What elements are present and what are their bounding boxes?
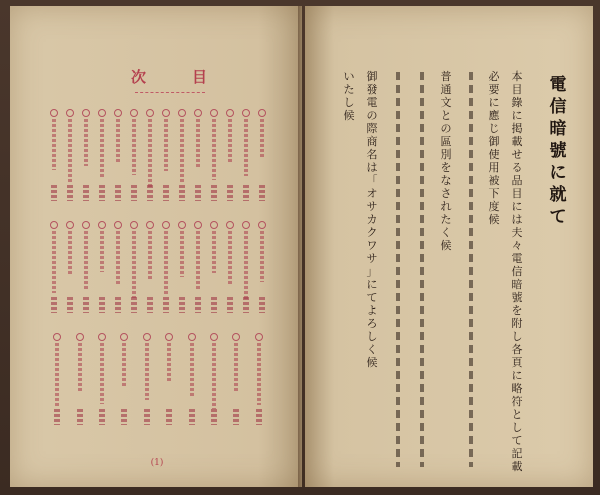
toc-entry (130, 109, 138, 201)
toc-entry-page (163, 185, 169, 201)
toc-entry-text (180, 231, 184, 277)
toc-title (10, 66, 302, 86)
toc-entry (53, 333, 61, 425)
toc-bullet-icon (188, 333, 196, 341)
toc-entry-page (211, 409, 217, 425)
toc-entry (143, 333, 151, 425)
toc-entry (210, 109, 218, 201)
toc-entry-page (51, 297, 57, 313)
toc-panel (46, 109, 270, 201)
toc-entry (146, 221, 154, 313)
toc-bullet-icon (98, 333, 106, 341)
toc-entry (258, 221, 266, 313)
toc-entry-page (256, 409, 262, 425)
toc-entry (120, 333, 128, 425)
toc-entry-text (234, 343, 238, 392)
toc-bullet-icon (178, 109, 186, 117)
toc-entry-text (196, 231, 200, 290)
toc-entry-page (179, 185, 185, 201)
toc-entry-page (83, 185, 89, 201)
toc-bullet-icon (210, 221, 218, 229)
notice-line: 御 發 電 の 際 商 名 は 「 オ サ カ ク ワ サ 」 に て よ ろ し く 候 (366, 70, 378, 369)
toc-bullet-icon (165, 333, 173, 341)
toc-entry (114, 221, 122, 313)
toc-entry-page (51, 185, 57, 201)
toc-entry (162, 221, 170, 313)
toc-entry (98, 221, 106, 313)
toc-entry (188, 333, 196, 425)
notice-line (396, 72, 400, 467)
toc-bullet-icon (130, 221, 138, 229)
toc-bullet-icon (162, 109, 170, 117)
toc-entry (76, 333, 84, 425)
toc-bullet-icon (98, 221, 106, 229)
toc-entry (258, 109, 266, 201)
toc-entry (178, 109, 186, 201)
toc-entry-page (179, 297, 185, 313)
toc-bullet-icon (114, 109, 122, 117)
toc-entry (114, 109, 122, 201)
toc-entry-page (99, 409, 105, 425)
toc-entry-page (195, 297, 201, 313)
toc-entry-text (244, 119, 248, 176)
toc-entry-text (100, 343, 104, 404)
toc-bullet-icon (66, 221, 74, 229)
toc-entry-text (132, 231, 136, 298)
toc-entry (210, 221, 218, 313)
toc-entry-page (83, 297, 89, 313)
toc-entry (242, 221, 250, 313)
toc-panel (46, 221, 270, 313)
notice-line: い た し 候 (343, 70, 355, 122)
toc-entry-text (212, 231, 216, 273)
toc-entry-page (259, 185, 265, 201)
toc-entry-text (84, 119, 88, 166)
notice-line (420, 72, 424, 467)
toc-bullet-icon (130, 109, 138, 117)
toc-bullet-icon (258, 109, 266, 117)
toc-bullet-icon (162, 221, 170, 229)
toc-entry-text (212, 119, 216, 180)
toc-entry-text (68, 231, 72, 276)
toc-entry (98, 333, 106, 425)
toc-entry-text (132, 119, 136, 175)
toc-entry-text (116, 119, 120, 162)
toc-entry (178, 221, 186, 313)
toc-entry (82, 109, 90, 201)
toc-entry-text (145, 343, 149, 400)
toc-bullet-icon (210, 109, 218, 117)
notice-title: 電 信 暗 號 に 就 て (549, 75, 567, 227)
notice-line: 普 通 文 と の 區 別 を な さ れ た く 候 (440, 70, 452, 252)
toc-entry (194, 221, 202, 313)
toc-bullet-icon (194, 221, 202, 229)
toc-entry-page (163, 297, 169, 313)
toc-entry (165, 333, 173, 425)
toc-entry-text (167, 343, 171, 383)
toc-entry (66, 109, 74, 201)
toc-entry (50, 109, 58, 201)
toc-bullet-icon (82, 221, 90, 229)
toc-entry-page (233, 409, 239, 425)
toc-entry (210, 333, 218, 425)
toc-bullet-icon (232, 333, 240, 341)
toc-entry-text (260, 119, 264, 159)
toc-bullet-icon (66, 109, 74, 117)
toc-bullet-icon (242, 109, 250, 117)
toc-title-char: 次 (131, 68, 147, 86)
toc-entry-text (244, 231, 248, 299)
toc-bullet-icon (226, 109, 234, 117)
toc-entry-page (211, 297, 217, 313)
toc-bullet-icon (178, 221, 186, 229)
toc-entry-text (257, 343, 261, 405)
toc-entry-text (68, 119, 72, 183)
toc-entry (50, 221, 58, 313)
toc-entry-text (122, 343, 126, 387)
toc-entry-page (243, 297, 249, 313)
toc-bullet-icon (53, 333, 61, 341)
toc-entry-page (54, 409, 60, 425)
toc-entry-page (131, 185, 137, 201)
toc-entry-page (147, 297, 153, 313)
toc-entry-page (115, 185, 121, 201)
toc-entry-page (147, 185, 153, 201)
toc-bullet-icon (242, 221, 250, 229)
toc-title-char: 目 (192, 68, 208, 86)
toc-entry-text (212, 343, 216, 409)
toc-entry-page (67, 185, 73, 201)
toc-bullet-icon (194, 109, 202, 117)
toc-entry-page (99, 185, 105, 201)
toc-entry-page (121, 409, 127, 425)
toc-entry (66, 221, 74, 313)
toc-entry-page (166, 409, 172, 425)
toc-entry (232, 333, 240, 425)
toc-entry-page (131, 297, 137, 313)
toc-entry (146, 109, 154, 201)
toc-entry-text (148, 231, 152, 281)
toc-bullet-icon (226, 221, 234, 229)
toc-entry-text (228, 119, 232, 163)
toc-entry-page (243, 185, 249, 201)
toc-entry-page (227, 297, 233, 313)
toc-entry-page (227, 185, 233, 201)
toc-bullet-icon (50, 221, 58, 229)
page-number: (1) (150, 458, 164, 468)
toc-bullet-icon (50, 109, 58, 117)
toc-entry-text (164, 231, 168, 294)
toc-bullet-icon (146, 109, 154, 117)
toc-bullet-icon (143, 333, 151, 341)
toc-bullet-icon (82, 109, 90, 117)
toc-divider (135, 92, 205, 93)
toc-entry-page (99, 297, 105, 313)
toc-entry-page (189, 409, 195, 425)
notice-line: 本 目 錄 に 掲 載 せ る 品 目 に は 夫 々 電 信 暗 號 を 附 し 各 頁 に 略 符 と し て 記 載 (511, 70, 523, 473)
toc-entry (162, 109, 170, 201)
toc-bullet-icon (255, 333, 263, 341)
toc-entry-text (78, 343, 82, 391)
toc-entry-text (52, 119, 56, 170)
toc-bullet-icon (114, 221, 122, 229)
toc-entry (226, 221, 234, 313)
notice-line: 必 要 に 應 じ 御 使 用 被 下 度 候 (488, 70, 500, 226)
toc-bullet-icon (210, 333, 218, 341)
toc-bullet-icon (258, 221, 266, 229)
toc-entry-text (190, 343, 194, 396)
left-page (10, 6, 302, 487)
toc-entry-text (100, 231, 104, 272)
toc-entry-text (228, 231, 232, 286)
toc-entry-text (148, 119, 152, 188)
notice-line (469, 72, 473, 467)
toc-entry (255, 333, 263, 425)
toc-entry-text (55, 343, 59, 408)
toc-entry-page (67, 297, 73, 313)
toc-entry (82, 221, 90, 313)
toc-entry-page (77, 409, 83, 425)
toc-entry-page (195, 185, 201, 201)
toc-entry-page (211, 185, 217, 201)
toc-entry-text (260, 231, 264, 282)
toc-entry (98, 109, 106, 201)
toc-entry-page (259, 297, 265, 313)
toc-entry-text (52, 231, 56, 293)
toc-entry-text (164, 119, 168, 171)
toc-bullet-icon (76, 333, 84, 341)
toc-entry (194, 109, 202, 201)
toc-entry (226, 109, 234, 201)
toc-entry-page (144, 409, 150, 425)
toc-entry-page (115, 297, 121, 313)
toc-entry-text (84, 231, 88, 289)
toc-entry (242, 109, 250, 201)
toc-panel (46, 333, 270, 425)
toc-bullet-icon (120, 333, 128, 341)
toc-bullet-icon (98, 109, 106, 117)
toc-entry (130, 221, 138, 313)
toc-entry-text (180, 119, 184, 184)
toc-entry-text (196, 119, 200, 167)
toc-bullet-icon (146, 221, 154, 229)
toc-entry-text (116, 231, 120, 285)
toc-entry-text (100, 119, 104, 179)
